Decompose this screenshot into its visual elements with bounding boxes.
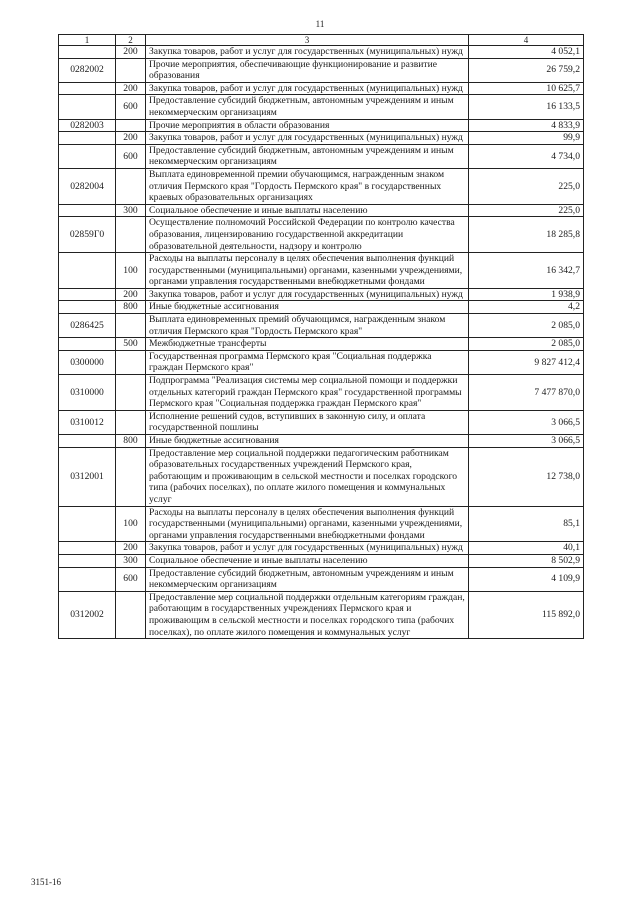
row-description: Межбюджетные трансферты (146, 338, 469, 351)
row-description: Расходы на выплаты персоналу в целях обеспечения выполнения функций государственными (муниципальными) органами, казенными учреждениями, органами управления государственными внебюджетными фондами (146, 253, 469, 289)
row-amount: 115 892,0 (469, 591, 584, 638)
row-expense-type (116, 375, 146, 411)
row-code (59, 132, 116, 145)
row-description: Закупка товаров, работ и услуг для государственных (муниципальных) нужд (146, 132, 469, 145)
header-col-1: 1 (59, 35, 116, 46)
row-amount: 225,0 (469, 204, 584, 217)
row-expense-type: 600 (116, 95, 146, 119)
row-code (59, 288, 116, 301)
row-expense-type: 200 (116, 542, 146, 555)
table-row (59, 217, 584, 253)
row-expense-type (116, 58, 146, 82)
header-col-2: 2 (116, 35, 146, 46)
row-code: 0286425 (59, 314, 116, 338)
row-description: Выплата единовременных премий обучающимся, награжденным знаком отличия Пермского края "Гордость Пермского края" (146, 314, 469, 338)
table-row (59, 288, 584, 301)
table-row (59, 253, 584, 289)
row-amount: 4,2 (469, 301, 584, 314)
row-expense-type (116, 591, 146, 638)
document-code: 3151-16 (31, 877, 61, 887)
row-description: Предоставление субсидий бюджетным, автономным учреждениям и иным некоммерческим организациям (146, 567, 469, 591)
row-description: Государственная программа Пермского края "Социальная поддержка граждан Пермского края" (146, 350, 469, 374)
row-expense-type: 100 (116, 253, 146, 289)
row-expense-type (116, 217, 146, 253)
table-row (59, 591, 584, 638)
row-expense-type (116, 447, 146, 506)
row-expense-type: 300 (116, 554, 146, 567)
row-code: 0312001 (59, 447, 116, 506)
row-amount: 40,1 (469, 542, 584, 555)
row-amount: 3 066,5 (469, 435, 584, 448)
row-amount: 1 938,9 (469, 288, 584, 301)
row-amount: 10 625,7 (469, 82, 584, 95)
row-expense-type: 200 (116, 82, 146, 95)
row-amount: 12 738,0 (469, 447, 584, 506)
row-code (59, 567, 116, 591)
table-row (59, 204, 584, 217)
row-expense-type (116, 168, 146, 204)
row-description: Социальное обеспечение и иные выплаты населению (146, 204, 469, 217)
row-code: 0282004 (59, 168, 116, 204)
row-expense-type: 500 (116, 338, 146, 351)
row-description: Закупка товаров, работ и услуг для государственных (муниципальных) нужд (146, 288, 469, 301)
row-expense-type: 600 (116, 567, 146, 591)
table-row (59, 119, 584, 132)
table-row (59, 375, 584, 411)
row-expense-type: 200 (116, 132, 146, 145)
row-code (59, 506, 116, 542)
table-row (59, 82, 584, 95)
row-amount: 4 734,0 (469, 144, 584, 168)
table-row (59, 435, 584, 448)
row-code (59, 301, 116, 314)
table-row (59, 410, 584, 434)
row-amount: 4 052,1 (469, 46, 584, 59)
row-expense-type: 600 (116, 144, 146, 168)
row-code (59, 46, 116, 59)
row-amount: 18 285,8 (469, 217, 584, 253)
table-row (59, 46, 584, 59)
row-amount: 99,9 (469, 132, 584, 145)
table-row (59, 338, 584, 351)
row-description: Исполнение решений судов, вступивших в законную силу, и оплата государственной пошлины (146, 410, 469, 434)
row-amount: 26 759,2 (469, 58, 584, 82)
row-code: 0300000 (59, 350, 116, 374)
row-code (59, 253, 116, 289)
row-code (59, 144, 116, 168)
row-description: Закупка товаров, работ и услуг для государственных (муниципальных) нужд (146, 82, 469, 95)
row-description: Предоставление субсидий бюджетным, автономным учреждениям и иным некоммерческим организациям (146, 144, 469, 168)
table-row (59, 301, 584, 314)
header-col-3: 3 (146, 35, 469, 46)
row-code (59, 435, 116, 448)
table-row (59, 168, 584, 204)
table-row (59, 314, 584, 338)
row-code (59, 542, 116, 555)
row-code (59, 338, 116, 351)
row-amount: 225,0 (469, 168, 584, 204)
row-description: Закупка товаров, работ и услуг для государственных (муниципальных) нужд (146, 542, 469, 555)
row-description: Иные бюджетные ассигнования (146, 435, 469, 448)
table-row (59, 144, 584, 168)
row-code: 0310012 (59, 410, 116, 434)
table-row (59, 350, 584, 374)
row-expense-type (116, 119, 146, 132)
row-code: 0312002 (59, 591, 116, 638)
row-description: Прочие мероприятия, обеспечивающие функционирование и развитие образования (146, 58, 469, 82)
row-amount: 3 066,5 (469, 410, 584, 434)
row-amount: 2 085,0 (469, 314, 584, 338)
page-number: 11 (315, 19, 325, 29)
row-description: Предоставление мер социальной поддержки педагогическим работникам образовательных государственных учреждений Пермского края, работающим и проживающим в сельской местности и поселках городского типа (рабочих поселках), по оплате жилого помещения и коммунальных услуг (146, 447, 469, 506)
table-row (59, 542, 584, 555)
row-amount: 7 477 870,0 (469, 375, 584, 411)
table-row (59, 447, 584, 506)
table-row (59, 58, 584, 82)
row-description: Предоставление субсидий бюджетным, автономным учреждениям и иным некоммерческим организациям (146, 95, 469, 119)
row-amount: 2 085,0 (469, 338, 584, 351)
row-description: Осуществление полномочий Российской Федерации по контролю качества образования, лицензированию государственной аккредитации образовательной деятельности, надзору и контролю (146, 217, 469, 253)
row-amount: 16 342,7 (469, 253, 584, 289)
header-col-4: 4 (469, 35, 584, 46)
row-expense-type: 100 (116, 506, 146, 542)
row-expense-type: 200 (116, 46, 146, 59)
row-amount: 9 827 412,4 (469, 350, 584, 374)
row-code: 02859Г0 (59, 217, 116, 253)
row-expense-type (116, 350, 146, 374)
row-expense-type: 300 (116, 204, 146, 217)
row-amount: 4 109,9 (469, 567, 584, 591)
row-expense-type: 200 (116, 288, 146, 301)
row-code: 0310000 (59, 375, 116, 411)
row-description: Расходы на выплаты персоналу в целях обеспечения выполнения функций государственными (муниципальными) органами, казенными учреждениями, органами управления государственными внебюджетными фондами (146, 506, 469, 542)
row-code (59, 95, 116, 119)
row-expense-type: 800 (116, 435, 146, 448)
row-amount: 16 133,5 (469, 95, 584, 119)
row-code (59, 204, 116, 217)
row-amount: 4 833,9 (469, 119, 584, 132)
row-description: Социальное обеспечение и иные выплаты населению (146, 554, 469, 567)
row-code (59, 554, 116, 567)
row-amount: 8 502,9 (469, 554, 584, 567)
row-description: Предоставление мер социальной поддержки отдельным категориям граждан, работающим в государственных учреждениях Пермского края и проживающим в сельской местности и поселках городского типа (рабочих поселках), по оплате жилого помещения и коммунальных услуг (146, 591, 469, 638)
budget-table (58, 34, 584, 639)
table-header-row (59, 35, 584, 46)
row-amount: 85,1 (469, 506, 584, 542)
table-row (59, 567, 584, 591)
row-expense-type: 800 (116, 301, 146, 314)
table-row (59, 506, 584, 542)
row-description: Выплата единовременной премии обучающимся, награжденным знаком отличия Пермского края "Гордость Пермского края" в государственных краевых образовательных организациях (146, 168, 469, 204)
table-row (59, 132, 584, 145)
row-description: Иные бюджетные ассигнования (146, 301, 469, 314)
row-code (59, 82, 116, 95)
row-description: Закупка товаров, работ и услуг для государственных (муниципальных) нужд (146, 46, 469, 59)
row-expense-type (116, 314, 146, 338)
row-code: 0282003 (59, 119, 116, 132)
row-description: Прочие мероприятия в области образования (146, 119, 469, 132)
row-expense-type (116, 410, 146, 434)
table-row (59, 554, 584, 567)
row-description: Подпрограмма "Реализация системы мер социальной помощи и поддержки отдельных категорий граждан Пермского края" государственной программы Пермского края "Социальная поддержка граждан Пермского края" (146, 375, 469, 411)
table-row (59, 95, 584, 119)
row-code: 0282002 (59, 58, 116, 82)
